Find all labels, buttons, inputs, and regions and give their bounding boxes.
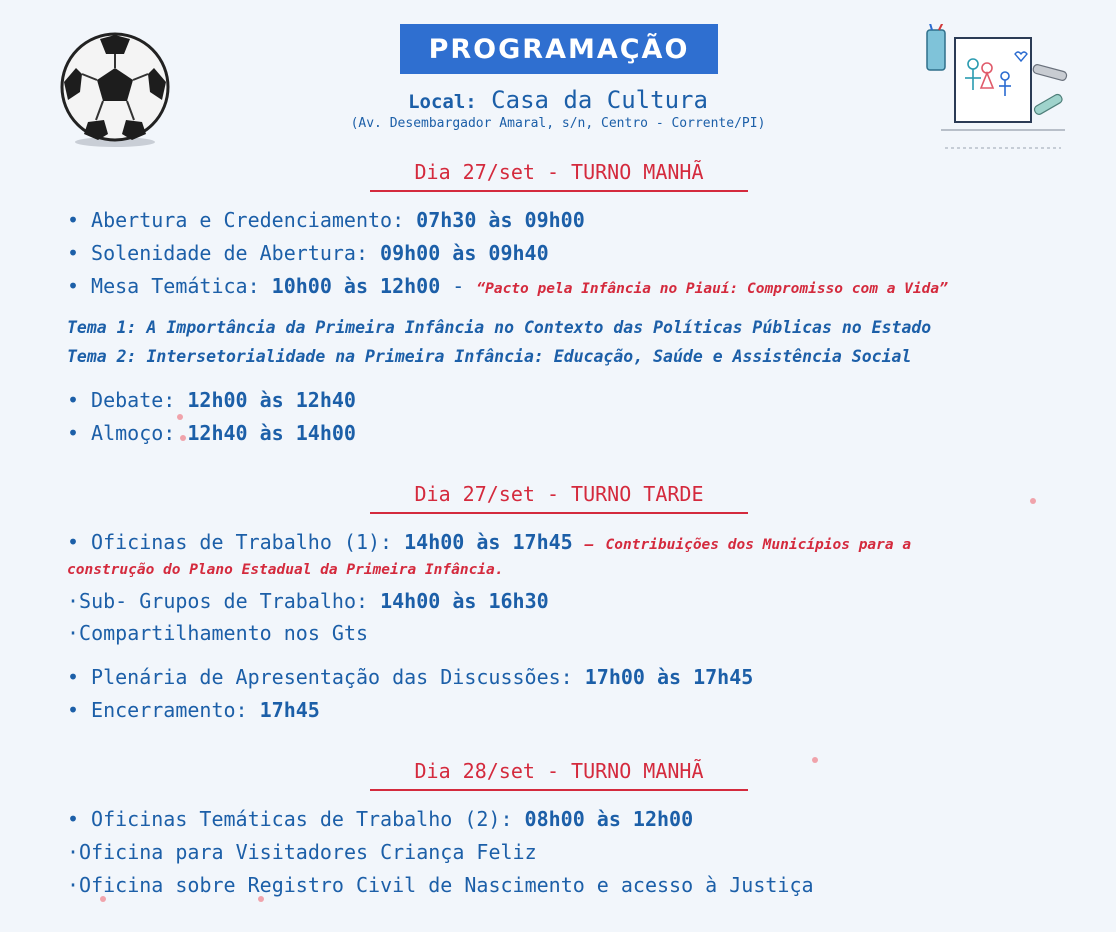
event-note: Contribuições dos Municípios para a (605, 537, 912, 553)
list-item: • Encerramento: 17h45 (67, 698, 320, 722)
location-value: Casa da Cultura (491, 86, 708, 114)
event-note: “Pacto pela Infância no Piauí: Compromisso com a Vida” (476, 281, 948, 297)
list-item: • Almoço: 12h40 às 14h00 (67, 421, 356, 445)
list-item: • Oficinas de Trabalho (1): 14h00 às 17h45 – Contribuições dos Municípios para a (67, 530, 912, 554)
list-item: • Debate: 12h00 às 12h40 (67, 388, 356, 412)
decorative-speck (812, 757, 818, 763)
list-item: ·Sub- Grupos de Trabalho: 14h00 às 16h30 (67, 589, 549, 613)
list-item: ·Oficina para Visitadores Criança Feliz (67, 840, 537, 864)
page-title: PROGRAMAÇÃO (400, 24, 718, 74)
section-header-day1-afternoon: Dia 27/set - TURNO TARDE (370, 482, 748, 514)
section-header-day1-morning: Dia 27/set - TURNO MANHÃ (370, 160, 748, 192)
decorative-speck (177, 414, 183, 420)
location-line (0, 86, 1116, 114)
location-address: (Av. Desembargador Amaral, s/n, Centro - Corrente/PI) (350, 116, 766, 131)
location-label: Local: (408, 91, 477, 113)
section-header-day2-morning: Dia 28/set - TURNO MANHÃ (370, 759, 748, 791)
list-item: • Oficinas Temáticas de Trabalho (2): 08h00 às 12h00 (67, 807, 694, 831)
theme-line: Tema 1: A Importância da Primeira Infância no Contexto das Políticas Públicas no Estado (67, 318, 932, 337)
list-item: ·Compartilhamento nos Gts (67, 621, 369, 645)
theme-line: Tema 2: Intersetorialidade na Primeira Infância: Educação, Saúde e Assistência Social (67, 347, 912, 366)
event-note-continuation: construção do Plano Estadual da Primeira Infância. (67, 562, 504, 578)
list-item: ·Oficina sobre Registro Civil de Nascimento e acesso à Justiça (67, 873, 814, 897)
list-item: • Mesa Temática: 10h00 às 12h00 - “Pacto pela Infância no Piauí: Compromisso com a Vida” (67, 274, 948, 298)
decorative-speck (1030, 498, 1036, 504)
list-item: • Solenidade de Abertura: 09h00 às 09h40 (67, 241, 549, 265)
list-item: • Plenária de Apresentação das Discussões: 17h00 às 17h45 (67, 665, 754, 689)
list-item: • Abertura e Credenciamento: 07h30 às 09h00 (67, 208, 585, 232)
